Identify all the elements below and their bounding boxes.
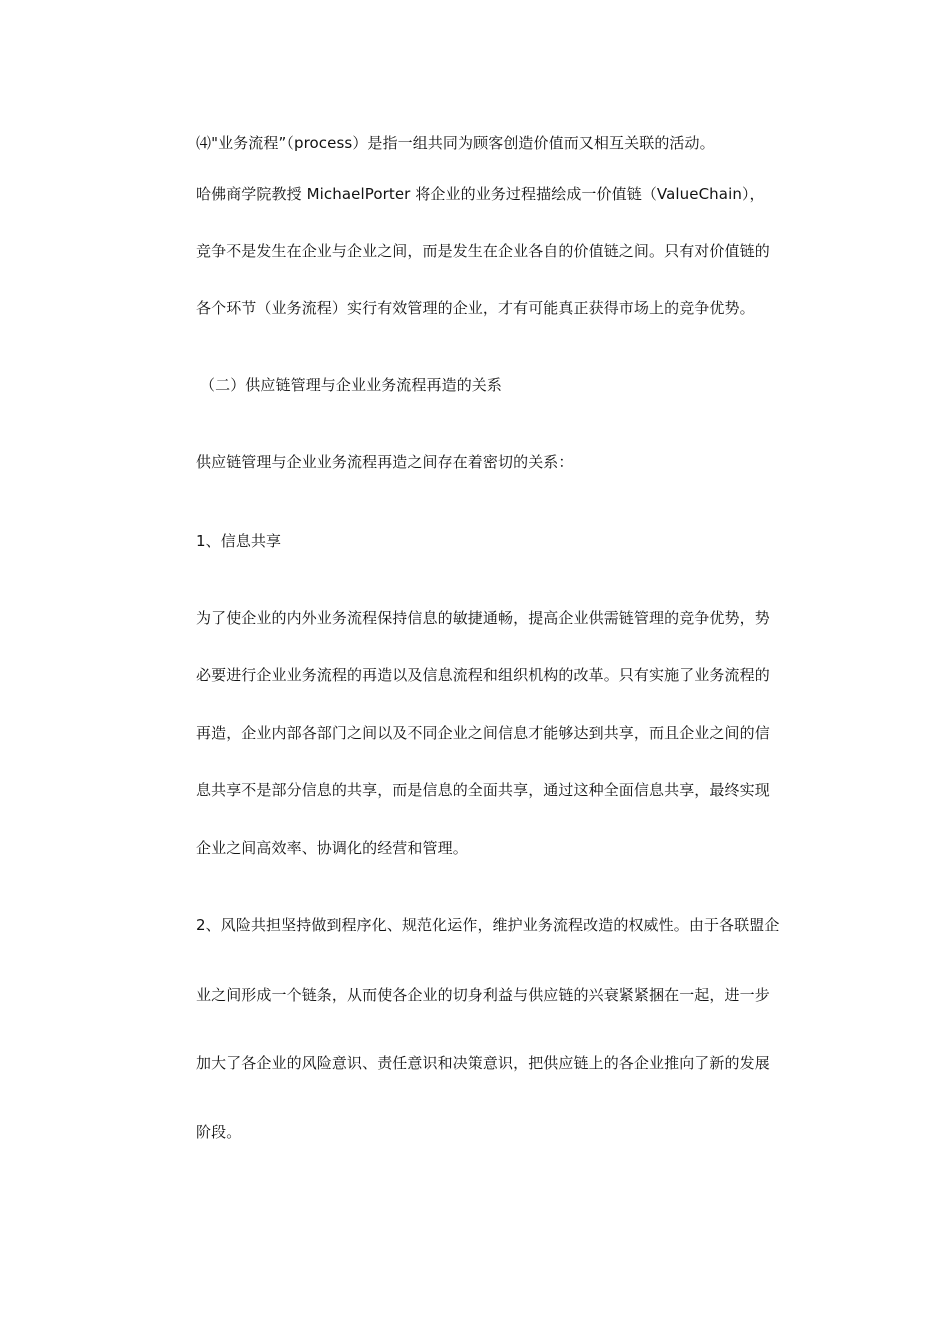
paragraph-line: 息共享不是部分信息的共享，而是信息的全面共享，通过这种全面信息共享，最终实现 — [196, 781, 770, 799]
paragraph-line: 2、风险共担坚持做到程序化、规范化运作，维护业务流程改造的权威性。由于各联盟企 — [196, 916, 780, 934]
paragraph-line: 再造，企业内部各部门之间以及不同企业之间信息才能够达到共享，而且企业之间的信 — [196, 724, 770, 742]
section-heading: （二）供应链管理与企业业务流程再造的关系 — [200, 376, 503, 394]
item-title: 1、信息共享 — [196, 532, 282, 550]
paragraph-line: ⑷"业务流程”（process）是指一组共同为顾客创造价值而又相互关联的活动。 — [196, 134, 715, 152]
paragraph-line: 各个环节（业务流程）实行有效管理的企业，才有可能真正获得市场上的竞争优势。 — [196, 299, 755, 317]
paragraph-line: 哈佛商学院教授 MichaelPorter 将企业的业务过程描绘成一价值链（ValueChain）， — [196, 185, 765, 203]
paragraph-line: 阶段。 — [196, 1123, 242, 1141]
paragraph-line: 业之间形成一个链条，从而使各企业的切身利益与供应链的兴衰紧紧捆在一起，进一步 — [196, 986, 770, 1004]
paragraph-line: 竞争不是发生在企业与企业之间，而是发生在企业各自的价值链之间。只有对价值链的 — [196, 242, 770, 260]
paragraph-line: 加大了各企业的风险意识、责任意识和决策意识，把供应链上的各企业推向了新的发展 — [196, 1054, 770, 1072]
paragraph-line: 为了使企业的内外业务流程保持信息的敏捷通畅，提高企业供需链管理的竞争优势，势 — [196, 609, 770, 627]
paragraph-line: 必要进行企业业务流程的再造以及信息流程和组织机构的改革。只有实施了业务流程的 — [196, 666, 770, 684]
intro-line: 供应链管理与企业业务流程再造之间存在着密切的关系： — [196, 453, 574, 471]
paragraph-line: 企业之间高效率、协调化的经营和管理。 — [196, 839, 468, 857]
